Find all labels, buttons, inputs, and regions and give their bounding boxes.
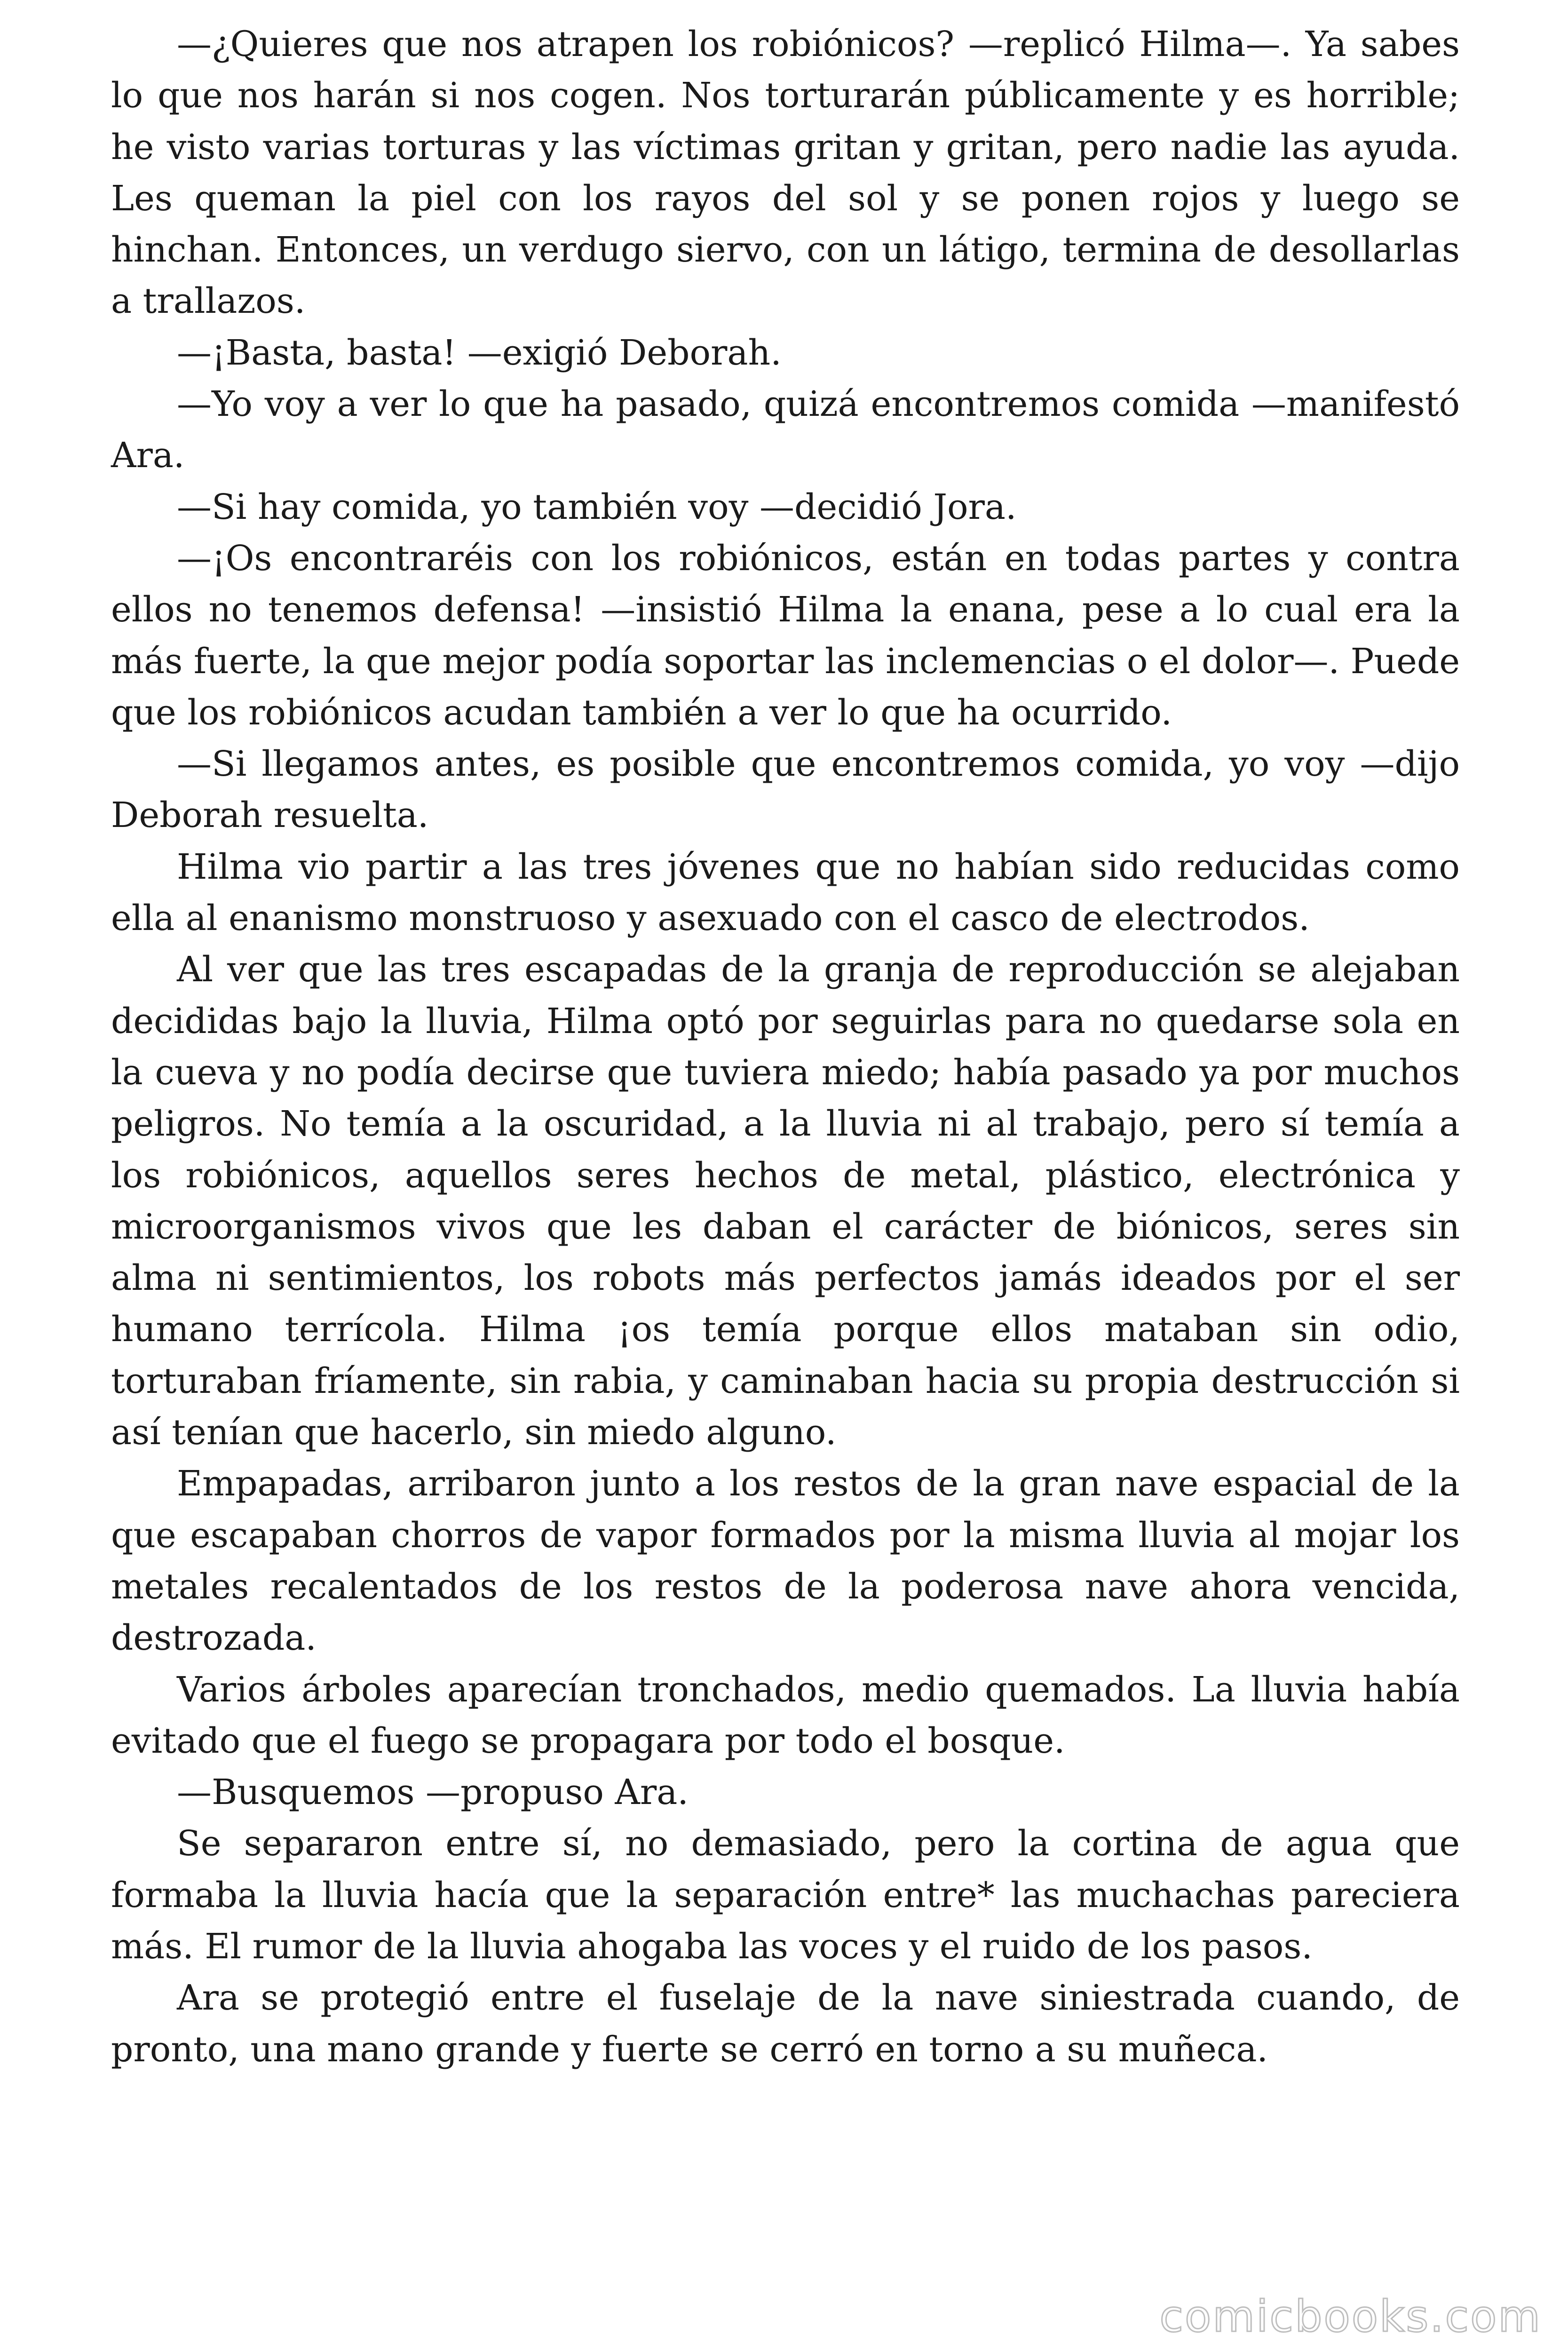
text-column xyxy=(111,19,1460,2075)
paragraph: —Si hay comida, yo también voy —decidió Jora. xyxy=(177,486,1017,527)
paragraph: Al ver que las tres escapadas de la granja de reproducción se alejaban decididas bajo la lluvia, Hilma optó por seguirlas para no quedarse sola en la cueva y no podía decirse que tuviera miedo; había pasado ya por muchos peligros. No temía a la oscuridad, a la lluvia ni al trabajo, pero sí temía a los robiónicos, aquellos seres hechos de metal, plástico, electrónica y microorganismos vivos que les daban el carácter de biónicos, seres sin alma ni sentimientos, los robots más perfectos jamás ideados por el ser humano terrícola. Hilma ¡os temía porque ellos mataban sin odio, torturaban fríamente, sin rabia, y caminaban hacia su propia destrucción si así tenían que hacerlo, sin miedo alguno. xyxy=(111,949,1460,1453)
paragraph: —¡Basta, basta! —exigió Deborah. xyxy=(177,332,782,373)
watermark: comicbooks.com xyxy=(1159,2291,1542,2342)
paragraph: —¿Quieres que nos atrapen los robiónicos? —replicó Hilma—. Ya sabes lo que nos harán si nos cogen. Nos torturarán públicamente y es horrible; he visto varias torturas y las víctimas gritan y gritan, pero nadie las ayuda. Les queman la piel con los rayos del sol y se ponen rojos y luego se hinchan. Entonces, un verdugo siervo, con un látigo, termina de desollarlas a trallazos. xyxy=(111,24,1460,322)
paragraph: Hilma vio partir a las tres jóvenes que no habían sido reducidas como ella al enanismo monstruoso y asexuado con el casco de electrodos. xyxy=(111,846,1460,939)
paragraph: —Si llegamos antes, es posible que encontremos comida, yo voy —dijo Deborah resuelta. xyxy=(111,744,1460,836)
paragraph: Varios árboles aparecían tronchados, medio quemados. La lluvia había evitado que el fuego se propagara por todo el bosque. xyxy=(111,1669,1460,1761)
paragraph: —¡Os encontraréis con los robiónicos, están en todas partes y contra ellos no tenemos defensa! —insistió Hilma la enana, pese a lo cual era la más fuerte, la que mejor podía soportar las inclemencias o el dolor—. Puede que los robiónicos acudan también a ver lo que ha ocurrido. xyxy=(111,538,1460,733)
paragraph: —Busquemos —propuso Ara. xyxy=(177,1772,689,1813)
paragraph: —Yo voy a ver lo que ha pasado, quizá encontremos comida —manifestó Ara. xyxy=(111,384,1460,476)
paragraph: Empapadas, arribaron junto a los restos de la gran nave espacial de la que escapaban chorros de vapor formados por la misma lluvia al mojar los metales recalentados de los restos de la poderosa nave ahora vencida, destrozada. xyxy=(111,1463,1460,1659)
paragraph: Ara se protegió entre el fuselaje de la nave siniestrada cuando, de pronto, una mano grande y fuerte se cerró en torno a su muñeca. xyxy=(111,1978,1460,2070)
paragraph: Se separaron entre sí, no demasiado, pero la cortina de agua que formaba la lluvia hacía que la separación entre* las muchachas pareciera más. El rumor de la lluvia ahogaba las voces y el ruido de los pasos. xyxy=(111,1823,1460,1967)
